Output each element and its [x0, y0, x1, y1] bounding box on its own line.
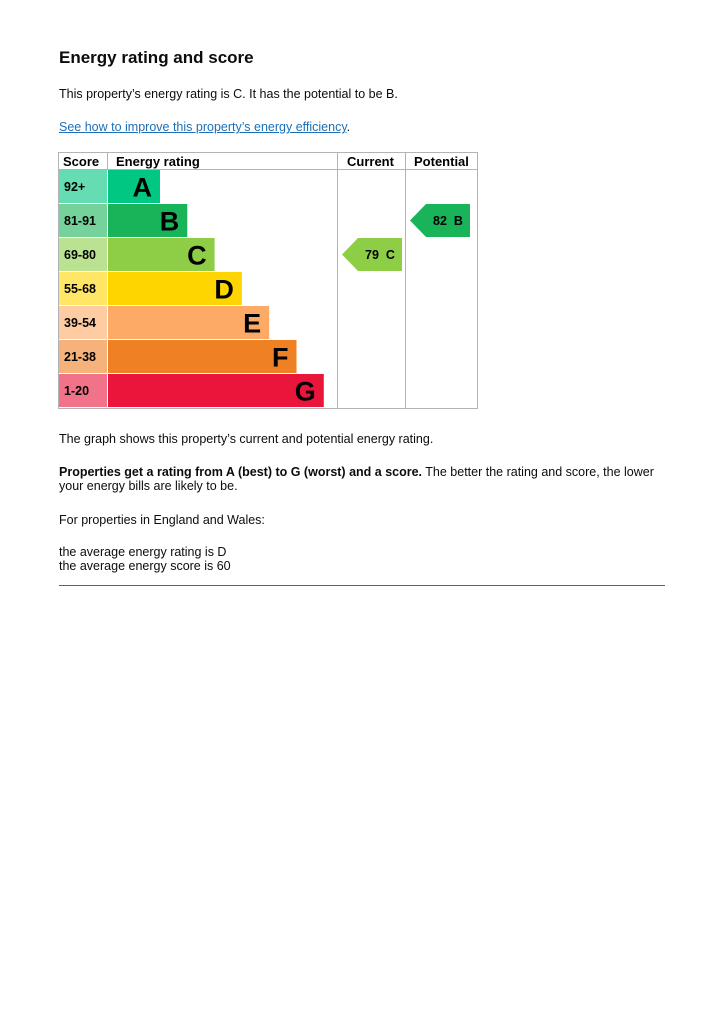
link-trailing-period: . [346, 120, 351, 134]
band-score-range: 81-91 [64, 214, 96, 228]
band-letter: G [294, 376, 316, 407]
properties-note-rest: The better the rating and score, the lower your energy bills are likely to be. [59, 465, 654, 493]
band-bar [108, 340, 297, 373]
band-score-range: 21-38 [64, 350, 96, 364]
band-score-range: 92+ [64, 180, 86, 194]
band-a [59, 170, 160, 203]
properties-note-bold: Properties get a rating from A (best) to G (worst) and a score. [59, 465, 423, 479]
band-score-range: 1-20 [64, 384, 90, 398]
section-divider [59, 585, 665, 586]
current-rating-arrow [342, 238, 402, 271]
average-score-line: the average energy score is 60 [59, 559, 231, 573]
current-header: Current [347, 154, 394, 169]
band-b [59, 204, 187, 237]
rating-bands [59, 170, 324, 407]
band-e [59, 306, 269, 339]
band-d [59, 272, 242, 305]
band-letter: B [159, 206, 180, 237]
rating-summary: This property’s energy rating is C. It has the potential to be B. [59, 87, 398, 101]
band-letter: F [272, 342, 289, 373]
current-rating-arrow-label: 79 C [365, 248, 395, 262]
band-f [59, 340, 297, 373]
band-bar [108, 374, 324, 407]
page-title: Energy rating and score [59, 48, 254, 67]
band-score-range: 39-54 [64, 316, 96, 330]
energy-rating-header: Energy rating [116, 154, 200, 169]
average-intro: For properties in England and Wales: [59, 513, 265, 527]
band-letter: D [214, 274, 234, 305]
band-letter: A [132, 172, 152, 203]
potential-header: Potential [414, 154, 469, 169]
potential-rating-arrow-label: 82 B [433, 214, 463, 228]
graph-note: The graph shows this property’s current and potential energy rating. [59, 432, 434, 446]
band-score-range: 69-80 [64, 248, 96, 262]
properties-note [59, 465, 669, 493]
band-letter: E [243, 308, 262, 339]
band-letter: C [187, 240, 207, 271]
band-score-range: 55-68 [64, 282, 96, 296]
score-header: Score [63, 154, 100, 169]
average-lines [59, 545, 231, 573]
average-rating-line: the average energy rating is D [59, 545, 227, 559]
band-c [59, 238, 215, 271]
potential-rating-arrow [410, 204, 470, 237]
improve-efficiency-link[interactable]: See how to improve this property’s energy efficiency [59, 120, 347, 134]
energy-rating-graph [0, 0, 724, 420]
band-g [59, 374, 324, 407]
